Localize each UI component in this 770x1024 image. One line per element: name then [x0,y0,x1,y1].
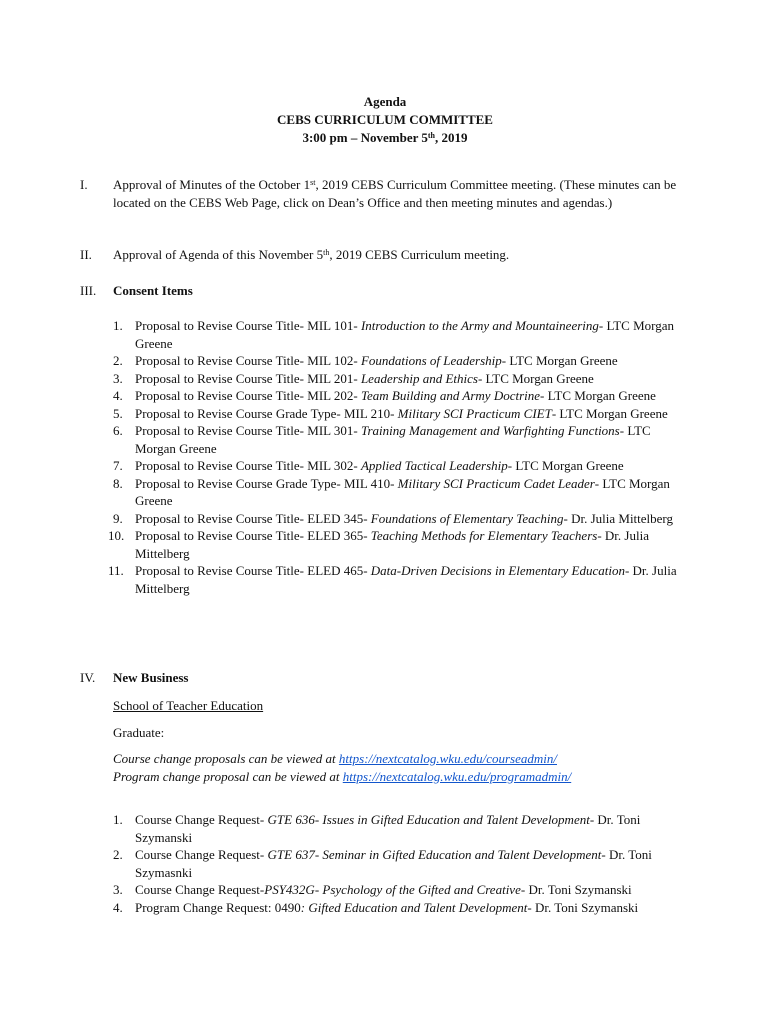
item-course-title: Applied Tactical Leadership [360,458,508,473]
level-label: Graduate: [113,725,165,740]
item-number: 6. [113,423,123,438]
list-item [113,475,678,510]
item-course-title: : Gifted Education and Talent Development [300,899,528,915]
item-presenter: - LTC Morgan Greene [135,423,651,456]
item-presenter: - LTC Morgan Greene [540,388,656,403]
list-item [113,317,678,352]
item-prefix: Proposal to Revise Course Title- MIL 301- [135,423,361,438]
item-number: 4. [113,899,123,915]
item-course-title: Military SCI Practicum CIET [397,405,552,421]
item-prefix: Proposal to Revise Course Title- MIL 202- [135,388,361,403]
list-item [113,811,678,846]
item-prefix: Proposal to Revise Course Grade Type- MIL 410- [135,475,398,491]
item-prefix: Proposal to Revise Course Title- ELED 345- [135,510,371,526]
item-course-title: Foundations of Leadership [360,353,502,368]
list-item [113,899,678,917]
item-prefix: Course Change Request- [135,882,265,897]
item-number: 7. [113,458,123,473]
item-course-title: Foundations of Elementary Teaching [370,510,564,526]
item-number: 8. [113,475,123,491]
list-item [113,387,678,405]
item-presenter: - Dr. Toni Szymanski [527,899,639,915]
program-admin-link[interactable]: https://nextcatalog.wku.edu/programadmin/ [342,768,572,784]
item-prefix: Proposal to Revise Course Title- ELED 465- [135,563,371,578]
item-presenter: - LTC Morgan Greene [501,353,618,368]
meeting-time: 3:00 pm – November 5th, 2019 [302,130,468,145]
item-course-title: Training Management and Warfighting Functions [360,423,620,438]
section-title: New Business [113,670,189,685]
item-course-title: Team Building and Army Doctrine [360,388,541,403]
section-text: Approval of Minutes of the October 1st, 2019 CEBS Curriculum Committee meeting. (These minutes can be located on the CEBS Web Page, click on Dean’s Office and then meeting minutes and agendas.) [113,177,677,210]
item-presenter: - LTC Morgan Greene [477,370,594,386]
list-item [113,846,678,881]
item-prefix: Proposal to Revise Course Title- ELED 365- [135,528,371,543]
program-proposals-note: Program change proposal can be viewed at https://nextcatalog.wku.edu/programadmin/ [113,768,572,784]
item-number: 2. [113,353,123,368]
item-number: 10. [108,528,125,543]
list-item [113,457,678,475]
item-prefix: Course Change Request- [135,847,268,862]
item-course-title: PSY432G- Psychology of the Gifted and Creative [264,882,521,897]
item-number: 2. [113,847,123,862]
item-course-title: Introduction to the Army and Mountaineering [360,318,599,333]
agenda-header [0,93,770,147]
item-presenter: - LTC Morgan Greene [551,405,668,421]
item-number: 11. [108,563,124,578]
list-item [113,370,678,388]
item-course-title: Teaching Methods for Elementary Teachers [370,528,598,543]
item-number: 1. [113,812,123,827]
item-presenter: - Dr. Toni Szymanski [520,882,632,897]
item-presenter: - Dr. Julia Mittelberg [135,528,649,561]
list-item [108,527,678,562]
list-item [108,562,678,597]
item-presenter: - LTC Morgan Greene [135,318,675,351]
item-presenter: - Dr. Julia Mittelberg [563,510,674,526]
section-numeral: IV. [80,670,96,685]
item-number: 9. [113,510,123,526]
item-number: 1. [113,318,123,333]
item-prefix: Proposal to Revise Course Title- MIL 302- [135,458,361,473]
item-presenter: - LTC Morgan Greene [507,458,624,473]
header-title: Agenda [363,94,407,109]
section-title: Consent Items [113,283,193,298]
course-admin-link[interactable]: https://nextcatalog.wku.edu/courseadmin/ [338,751,557,766]
item-course-title: Data-Driven Decisions in Elementary Education [370,563,625,578]
item-number: 3. [113,882,123,897]
list-item [113,352,678,370]
item-number: 5. [113,405,123,421]
list-item [113,510,678,528]
item-presenter: - Dr. Toni Szymanski [135,812,641,845]
list-item [113,422,678,457]
item-presenter: - LTC Morgan Greene [135,475,670,508]
item-prefix: Program Change Request: 0490 [135,899,301,915]
list-item [113,405,678,423]
committee-name: CEBS CURRICULUM COMMITTEE [277,112,493,127]
item-number: 4. [113,388,123,403]
item-number: 3. [113,370,123,386]
item-prefix: Proposal to Revise Course Grade Type- MIL 210- [135,405,398,421]
item-course-title: GTE 636- Issues in Gifted Education and Talent Development [267,812,590,827]
item-course-title: GTE 637- Seminar in Gifted Education and Talent Development [267,847,602,862]
item-presenter: - Dr. Julia Mittelberg [135,563,677,596]
section-text: Approval of Agenda of this November 5th, 2019 CEBS Curriculum meeting. [113,247,510,262]
item-course-title: Military SCI Practicum Cadet Leader [397,475,595,491]
school-name: School of Teacher Education [113,698,264,713]
section-numeral: I. [80,177,88,192]
item-presenter: - Dr. Toni Szymasnki [135,847,652,880]
item-prefix: Course Change Request- [135,812,268,827]
list-item [113,881,678,899]
item-prefix: Proposal to Revise Course Title- MIL 201- [135,370,361,386]
section-numeral: III. [80,283,97,298]
course-proposals-note: Course change proposals can be viewed at https://nextcatalog.wku.edu/courseadmin/ [113,751,557,766]
item-prefix: Proposal to Revise Course Title- MIL 102- [135,353,361,368]
item-course-title: Leadership and Ethics [360,370,478,386]
section-numeral: II. [80,247,92,262]
item-prefix: Proposal to Revise Course Title- MIL 101- [135,318,361,333]
